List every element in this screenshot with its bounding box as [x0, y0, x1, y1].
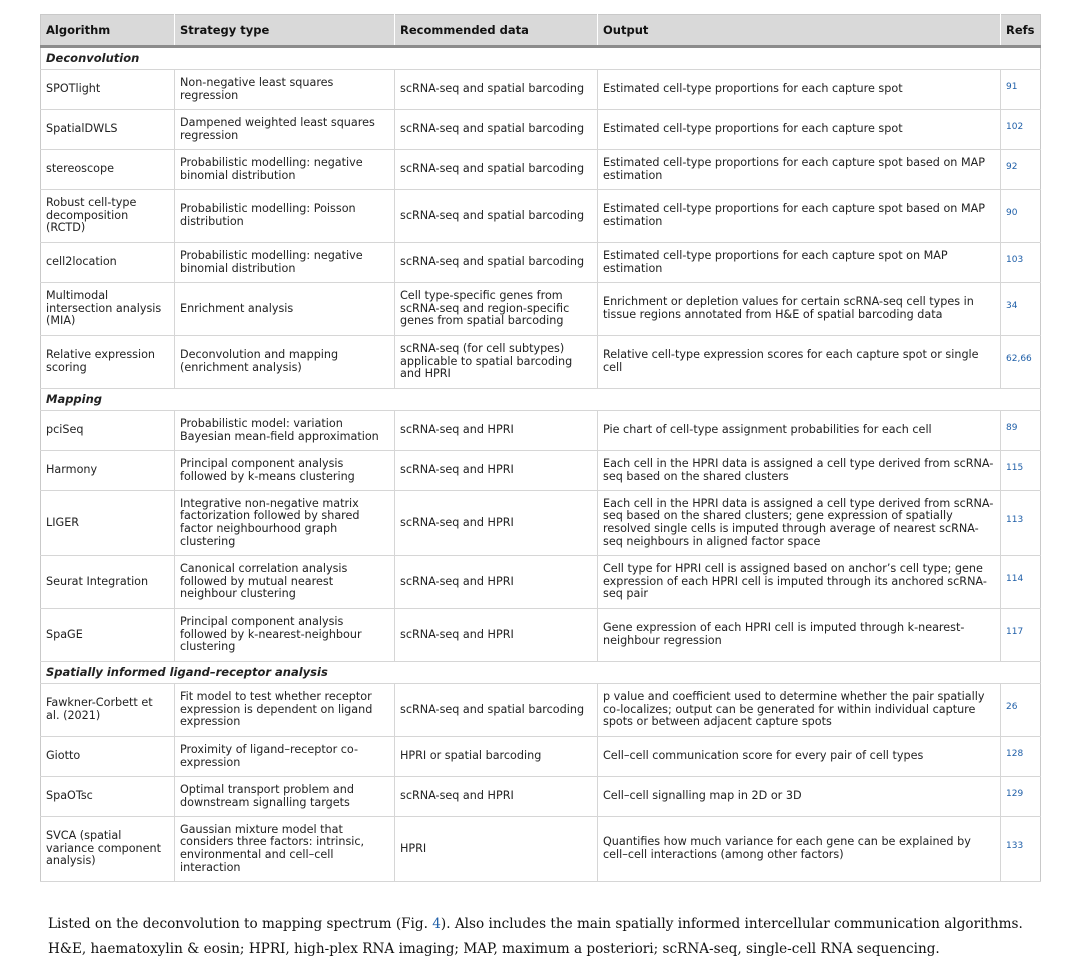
cell-strategy-type: Principal component analysis followed by k-means clustering	[175, 451, 395, 491]
cell-recommended-data: scRNA-seq and HPRI	[395, 556, 598, 609]
cell-output: p value and coefficient used to determine whether the pair spatially co-localizes; output can be generated for within individual capture spots or between adjacent capture spots	[598, 684, 1001, 737]
table-row	[41, 190, 1041, 243]
cell-output: Cell–cell signalling map in 2D or 3D	[598, 777, 1001, 817]
cell-recommended-data: HPRI or spatial barcoding	[395, 737, 598, 777]
cell-recommended-data: scRNA-seq and spatial barcoding	[395, 190, 598, 243]
cell-recommended-data: scRNA-seq and spatial barcoding	[395, 150, 598, 190]
cell-strategy-type: Enrichment analysis	[175, 283, 395, 336]
cell-refs-link[interactable]: 89	[1001, 411, 1041, 451]
cell-output: Each cell in the HPRI data is assigned a cell type derived from scRNA-seq based on the shared clusters	[598, 451, 1001, 491]
cell-refs-link[interactable]: 113	[1001, 491, 1041, 556]
table-row	[41, 150, 1041, 190]
table-header-row	[41, 15, 1041, 47]
cell-strategy-type: Gaussian mixture model that considers three factors: intrinsic, environmental and cell–cell interaction	[175, 817, 395, 882]
cell-recommended-data: scRNA-seq and HPRI	[395, 411, 598, 451]
figure-link[interactable]: 4	[432, 916, 441, 932]
section-header-row	[41, 662, 1041, 684]
cell-refs-link[interactable]: 128	[1001, 737, 1041, 777]
cell-algorithm: cell2location	[41, 243, 175, 283]
cell-algorithm: SpatialDWLS	[41, 110, 175, 150]
cell-algorithm: pciSeq	[41, 411, 175, 451]
cell-algorithm: SpaGE	[41, 609, 175, 662]
section-title: Deconvolution	[41, 47, 1041, 70]
cell-recommended-data: scRNA-seq and spatial barcoding	[395, 110, 598, 150]
caption-text-end: ). Also includes the main spatially informed intercellular communication algorithms. H&E, haematoxylin & eosin; HPRI, high-plex RNA imaging; MAP, maximum a posteriori; scRNA-seq, single-cell RNA sequencing.	[48, 916, 1023, 957]
cell-output: Each cell in the HPRI data is assigned a cell type derived from scRNA-seq based on the shared clusters; gene expression of spatially resolved single cells is imputed through average of nearest scRNA-seq neighbours in aligned factor space	[598, 491, 1001, 556]
section-header-row	[41, 389, 1041, 411]
table-row	[41, 336, 1041, 389]
cell-refs-link[interactable]: 129	[1001, 777, 1041, 817]
cell-strategy-type: Principal component analysis followed by k-nearest-neighbour clustering	[175, 609, 395, 662]
cell-refs-link[interactable]: 92	[1001, 150, 1041, 190]
cell-algorithm: Fawkner-Corbett et al. (2021)	[41, 684, 175, 737]
cell-recommended-data: scRNA-seq (for cell subtypes) applicable to spatial barcoding and HPRI	[395, 336, 598, 389]
table-row	[41, 777, 1041, 817]
cell-algorithm: SPOTlight	[41, 70, 175, 110]
cell-output: Estimated cell-type proportions for each capture spot based on MAP estimation	[598, 150, 1001, 190]
cell-output: Relative cell-type expression scores for each capture spot or single cell	[598, 336, 1001, 389]
table-row	[41, 283, 1041, 336]
section-title: Spatially informed ligand–receptor analysis	[41, 662, 1041, 684]
cell-strategy-type: Optimal transport problem and downstream signalling targets	[175, 777, 395, 817]
algorithms-table	[40, 14, 1041, 882]
header-algorithm: Algorithm	[41, 15, 175, 47]
table-row	[41, 70, 1041, 110]
cell-algorithm: Robust cell-type decomposition (RCTD)	[41, 190, 175, 243]
header-output: Output	[598, 15, 1001, 47]
cell-recommended-data: HPRI	[395, 817, 598, 882]
cell-strategy-type: Probabilistic modelling: Poisson distribution	[175, 190, 395, 243]
cell-recommended-data: scRNA-seq and spatial barcoding	[395, 684, 598, 737]
cell-algorithm: Giotto	[41, 737, 175, 777]
table-body	[41, 47, 1041, 882]
section-header-row	[41, 47, 1041, 70]
table-row	[41, 556, 1041, 609]
cell-algorithm: LIGER	[41, 491, 175, 556]
table-row	[41, 491, 1041, 556]
cell-refs-link[interactable]: 90	[1001, 190, 1041, 243]
cell-algorithm: Relative expression scoring	[41, 336, 175, 389]
cell-output: Enrichment or depletion values for certain scRNA-seq cell types in tissue regions annotated from H&E of spatial barcoding data	[598, 283, 1001, 336]
cell-algorithm: Multimodal intersection analysis (MIA)	[41, 283, 175, 336]
cell-refs-link[interactable]: 62,66	[1001, 336, 1041, 389]
cell-output: Estimated cell-type proportions for each capture spot based on MAP estimation	[598, 190, 1001, 243]
section-title: Mapping	[41, 389, 1041, 411]
cell-refs-link[interactable]: 102	[1001, 110, 1041, 150]
cell-strategy-type: Integrative non-negative matrix factorization followed by shared factor neighbourhood graph clustering	[175, 491, 395, 556]
table-row	[41, 684, 1041, 737]
cell-recommended-data: scRNA-seq and spatial barcoding	[395, 70, 598, 110]
cell-output: Quantifies how much variance for each gene can be explained by cell–cell interactions (among other factors)	[598, 817, 1001, 882]
cell-recommended-data: scRNA-seq and HPRI	[395, 491, 598, 556]
cell-refs-link[interactable]: 91	[1001, 70, 1041, 110]
table-row	[41, 609, 1041, 662]
cell-algorithm: SVCA (spatial variance component analysis)	[41, 817, 175, 882]
cell-algorithm: stereoscope	[41, 150, 175, 190]
cell-refs-link[interactable]: 103	[1001, 243, 1041, 283]
table-row	[41, 451, 1041, 491]
table-row	[41, 737, 1041, 777]
cell-recommended-data: scRNA-seq and spatial barcoding	[395, 243, 598, 283]
cell-refs-link[interactable]: 34	[1001, 283, 1041, 336]
cell-algorithm: Harmony	[41, 451, 175, 491]
cell-refs-link[interactable]: 133	[1001, 817, 1041, 882]
cell-recommended-data: scRNA-seq and HPRI	[395, 777, 598, 817]
cell-output: Gene expression of each HPRI cell is imputed through k-nearest-neighbour regression	[598, 609, 1001, 662]
header-refs: Refs	[1001, 15, 1041, 47]
cell-strategy-type: Probabilistic modelling: negative binomial distribution	[175, 150, 395, 190]
header-strategy-type: Strategy type	[175, 15, 395, 47]
cell-output: Pie chart of cell-type assignment probabilities for each cell	[598, 411, 1001, 451]
cell-strategy-type: Probabilistic modelling: negative binomial distribution	[175, 243, 395, 283]
header-recommended-data: Recommended data	[395, 15, 598, 47]
cell-recommended-data: scRNA-seq and HPRI	[395, 451, 598, 491]
cell-refs-link[interactable]: 117	[1001, 609, 1041, 662]
caption-text-start: Listed on the deconvolution to mapping spectrum (Fig.	[48, 916, 433, 932]
cell-strategy-type: Probabilistic model: variation Bayesian mean-field approximation	[175, 411, 395, 451]
cell-strategy-type: Fit model to test whether receptor expression is dependent on ligand expression	[175, 684, 395, 737]
cell-output: Cell type for HPRI cell is assigned based on anchor’s cell type; gene expression of each HPRI cell is imputed through its anchored scRNA-seq pair	[598, 556, 1001, 609]
cell-recommended-data: Cell type-specific genes from scRNA-seq and region-specific genes from spatial barcoding	[395, 283, 598, 336]
cell-strategy-type: Dampened weighted least squares regression	[175, 110, 395, 150]
table-row	[41, 817, 1041, 882]
table-row	[41, 243, 1041, 283]
cell-recommended-data: scRNA-seq and HPRI	[395, 609, 598, 662]
cell-refs-link[interactable]: 114	[1001, 556, 1041, 609]
cell-output: Cell–cell communication score for every pair of cell types	[598, 737, 1001, 777]
cell-algorithm: Seurat Integration	[41, 556, 175, 609]
table-row	[41, 411, 1041, 451]
cell-strategy-type: Deconvolution and mapping (enrichment analysis)	[175, 336, 395, 389]
cell-strategy-type: Canonical correlation analysis followed by mutual nearest neighbour clustering	[175, 556, 395, 609]
table-caption	[48, 912, 1038, 962]
algorithms-table-container	[40, 14, 1040, 882]
cell-algorithm: SpaOTsc	[41, 777, 175, 817]
cell-refs-link[interactable]: 26	[1001, 684, 1041, 737]
cell-output: Estimated cell-type proportions for each capture spot on MAP estimation	[598, 243, 1001, 283]
table-row	[41, 110, 1041, 150]
cell-output: Estimated cell-type proportions for each capture spot	[598, 110, 1001, 150]
cell-strategy-type: Non-negative least squares regression	[175, 70, 395, 110]
cell-strategy-type: Proximity of ligand–receptor co-expression	[175, 737, 395, 777]
cell-refs-link[interactable]: 115	[1001, 451, 1041, 491]
cell-output: Estimated cell-type proportions for each capture spot	[598, 70, 1001, 110]
